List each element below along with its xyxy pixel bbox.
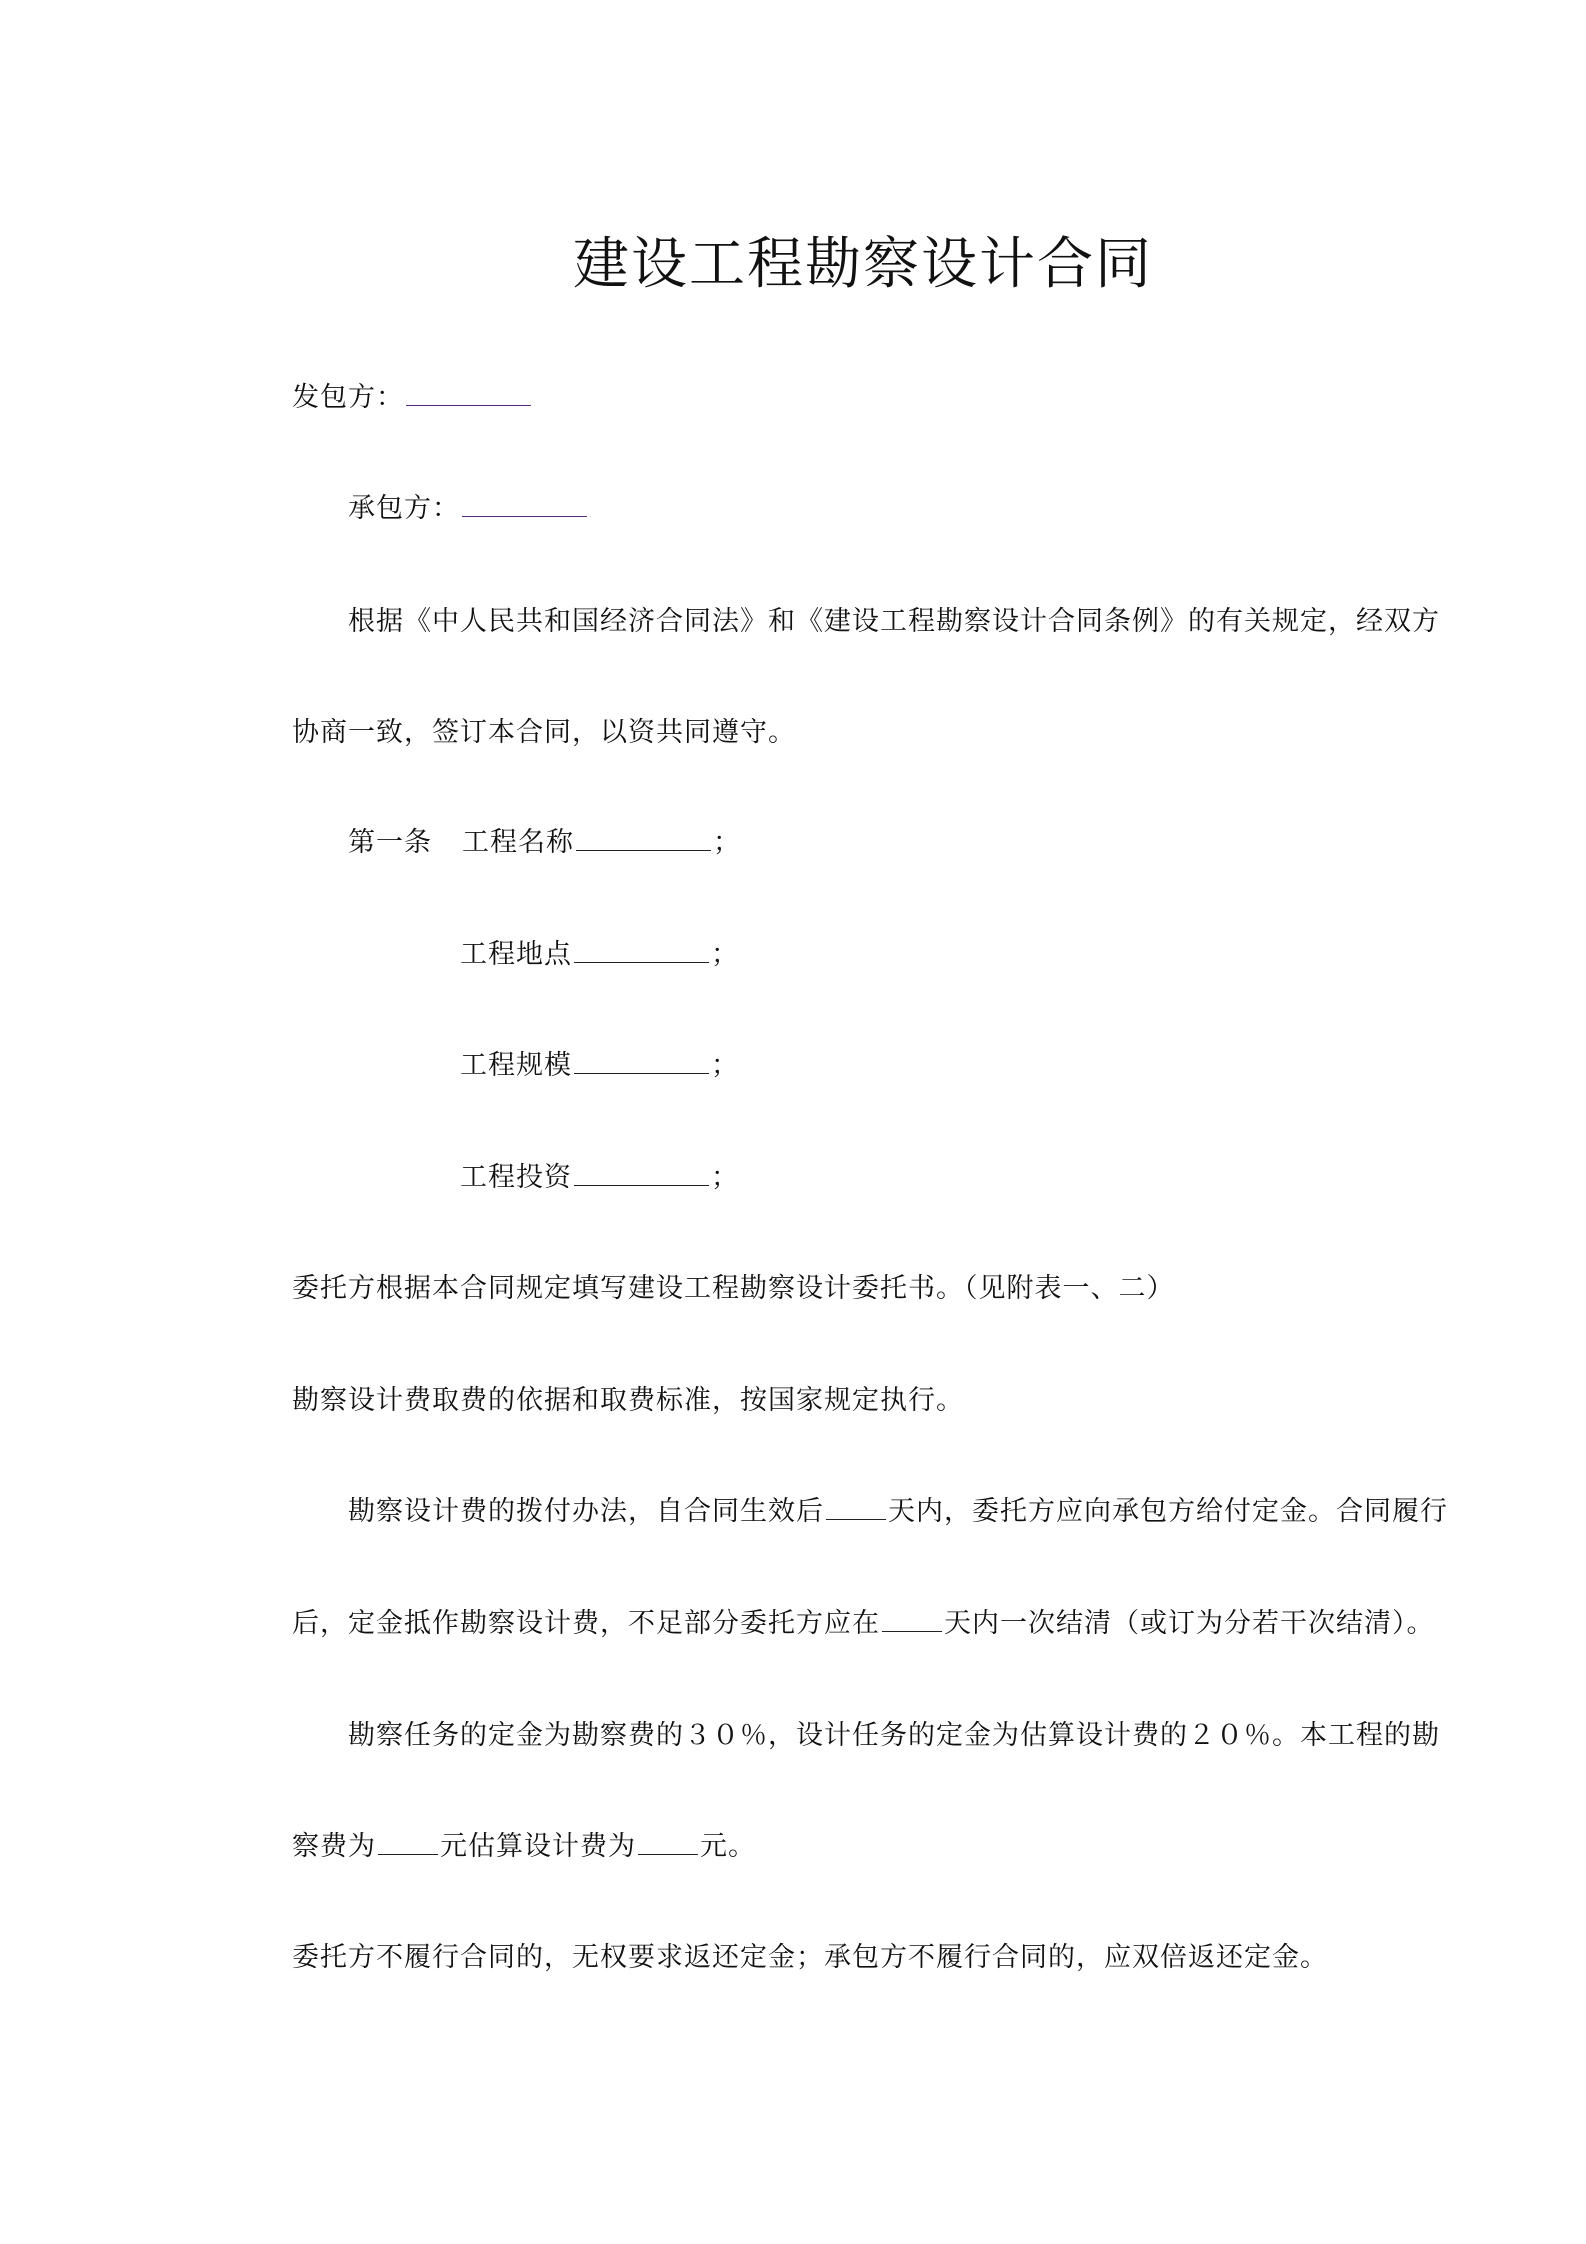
clause-fee-basis: 勘察设计费取费的依据和取费标准，按国家规定执行。 (292, 1385, 964, 1416)
party-b-line (348, 489, 589, 529)
clause-breach: 委托方不履行合同的，无权要求返还定金；承包方不履行合同的，应双倍返还定金。 (292, 1942, 1328, 1973)
project-location-label: 工程地点 (460, 939, 572, 970)
party-a-label: 发包方： (292, 382, 404, 413)
project-name-blank (576, 824, 711, 851)
project-name-label: 工程名称 (462, 827, 574, 858)
article1-label: 第一条 (348, 827, 432, 858)
payment-days-blank (826, 1493, 886, 1520)
party-a-blank (406, 379, 531, 406)
party-a-line (292, 378, 533, 418)
survey-fee-blank (378, 1828, 438, 1855)
party-b-label: 承包方： (348, 493, 460, 524)
clause-payment-line-1: 勘察设计费的拨付办法，自合同生效后 天内，委托方应向承包方给付定金。合同履行 (348, 1492, 1448, 1532)
intro-line-1: 根据《中人民共和国经济合同法》和《建设工程勘察设计合同条例》的有关规定，经双方 (348, 606, 1440, 637)
party-b-blank (462, 490, 587, 517)
document-title: 建设工程勘察设计合同 (573, 232, 1153, 297)
project-scale-label: 工程规模 (460, 1050, 572, 1081)
project-investment-label: 工程投资 (460, 1162, 572, 1193)
clause-delegation: 委托方根据本合同规定填写建设工程勘察设计委托书。（见附表一、二） (292, 1273, 1175, 1304)
clause-deposit-line-1: 勘察任务的定金为勘察费的３０％，设计任务的定金为估算设计费的２０％。本工程的勘 (348, 1720, 1440, 1751)
article1-scale-line: 工程规模 ； (460, 1046, 739, 1086)
intro-line-2: 协商一致，签订本合同，以资共同遵守。 (292, 717, 796, 748)
clause-deposit-line-2: 察费为 元估算设计费为 元。 (292, 1827, 756, 1867)
project-scale-blank (574, 1047, 709, 1074)
article1-location-line: 工程地点 ； (460, 935, 739, 975)
project-location-blank (574, 936, 709, 963)
settlement-days-blank (882, 1605, 942, 1632)
design-fee-blank (638, 1828, 698, 1855)
clause-payment-line-2: 后，定金抵作勘察设计费，不足部分委托方应在 天内一次结清（或订为分若干次结清）。 (292, 1604, 1435, 1644)
project-investment-blank (574, 1159, 709, 1186)
article1-name-line: 第一条 工程名称 ； (348, 823, 741, 863)
article1-investment-line: 工程投资 ； (460, 1158, 739, 1198)
